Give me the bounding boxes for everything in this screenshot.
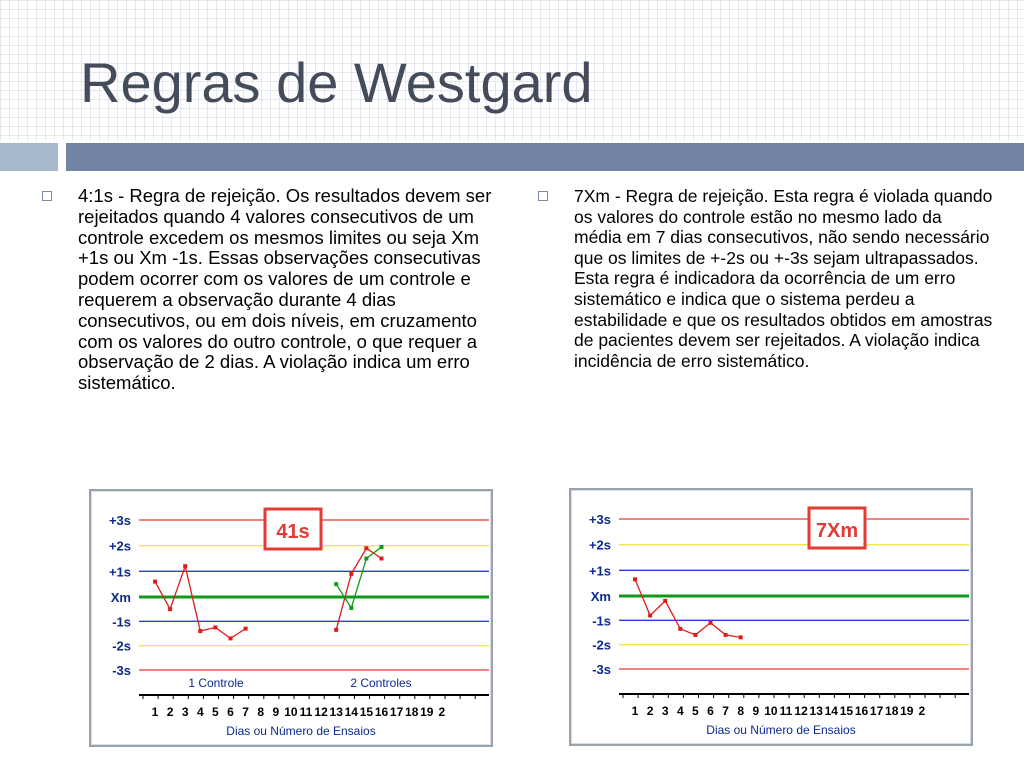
x-tick-label: 11 [779, 704, 793, 718]
data-point [380, 545, 384, 549]
left-column [42, 186, 512, 394]
x-tick-label: 1 [631, 704, 639, 718]
x-tick-label: 18 [885, 704, 899, 718]
chart-41s-svg [91, 491, 491, 745]
data-point [213, 625, 217, 629]
y-tick-label: -3s [112, 663, 131, 678]
x-tick-label: 17 [869, 704, 884, 718]
y-tick-label: +1s [588, 563, 611, 579]
right-column [538, 186, 993, 371]
x-tick-label: 2 [438, 705, 446, 719]
square-bullet-icon [538, 191, 548, 201]
y-tick-label: -1s [112, 614, 131, 630]
x-tick-label: 3 [661, 704, 669, 718]
data-point [739, 635, 743, 639]
data-point [244, 627, 248, 631]
data-point [198, 629, 202, 633]
series-green-line [336, 547, 381, 608]
x-tick-label: 12 [314, 705, 328, 719]
x-tick-label: 5 [692, 704, 699, 718]
data-point [693, 633, 697, 637]
annotation-1-controle: 1 Controle [188, 676, 244, 690]
x-tick-label: 14 [344, 705, 358, 719]
x-tick-label: 8 [737, 704, 745, 718]
data-point [724, 633, 728, 637]
chart-7xm [569, 488, 973, 746]
x-tick-label: 15 [359, 705, 374, 719]
rule-label-text: 41s [276, 521, 310, 543]
data-point [349, 606, 353, 610]
annotation-2-controles: 2 Controles [350, 676, 412, 690]
y-tick-label: +2s [588, 537, 611, 553]
y-tick-label: Xm [110, 590, 131, 605]
x-tick-label: 13 [809, 704, 823, 718]
data-point [380, 557, 384, 561]
x-tick-label: 16 [854, 704, 869, 718]
slide-title: Regras de Westgard [80, 51, 593, 114]
data-point [678, 627, 682, 631]
data-point [168, 607, 172, 611]
x-tick-label: 4 [196, 705, 204, 719]
data-point [709, 621, 713, 625]
x-tick-label: 12 [794, 704, 808, 718]
x-tick-label: 6 [707, 704, 714, 718]
series-red-line [155, 566, 246, 638]
series-red-line [336, 548, 381, 630]
data-point [183, 564, 187, 568]
x-tick-label: 13 [329, 705, 343, 719]
x-tick-label: 4 [676, 704, 684, 718]
data-point [153, 580, 157, 584]
y-tick-label: Xm [590, 589, 611, 604]
data-point [229, 636, 233, 640]
y-tick-label: -2s [592, 637, 611, 653]
x-tick-label: 17 [389, 705, 404, 719]
y-tick-label: +1s [108, 564, 131, 580]
x-tick-label: 19 [900, 704, 914, 718]
x-tick-label: 10 [284, 705, 298, 719]
series-red-line [635, 579, 741, 637]
x-tick-label: 6 [227, 705, 234, 719]
x-tick-label: 3 [181, 705, 189, 719]
chart-41s [89, 489, 493, 747]
y-tick-label: -1s [592, 613, 611, 629]
y-tick-label: +3s [588, 512, 611, 527]
data-point [663, 599, 667, 603]
data-point [648, 613, 652, 617]
header-accent-bar-right [66, 143, 1024, 171]
chart-7xm-svg [571, 490, 971, 744]
x-tick-label: 8 [257, 705, 265, 719]
data-point [334, 582, 338, 586]
y-tick-label: +2s [108, 538, 131, 554]
square-bullet-icon [42, 191, 52, 201]
x-tick-label: 2 [646, 704, 654, 718]
data-point [349, 572, 353, 576]
x-tick-label: 9 [272, 705, 280, 719]
x-tick-label: 1 [151, 705, 159, 719]
x-tick-label: 19 [420, 705, 434, 719]
header-accent-bar-left [0, 143, 58, 171]
x-tick-label: 14 [824, 704, 838, 718]
data-point [364, 557, 368, 561]
x-tick-label: 10 [764, 704, 778, 718]
x-tick-label: 7 [722, 704, 729, 718]
x-tick-label: 9 [752, 704, 760, 718]
data-point [364, 546, 368, 550]
x-tick-label: 7 [242, 705, 249, 719]
x-tick-label: 2 [166, 705, 174, 719]
y-tick-label: -2s [112, 638, 131, 654]
y-tick-label: +3s [108, 513, 131, 528]
y-tick-label: -3s [592, 662, 611, 677]
x-tick-label: 2 [918, 704, 926, 718]
data-point [334, 628, 338, 632]
x-tick-label: 15 [839, 704, 854, 718]
x-tick-label: 16 [374, 705, 389, 719]
x-tick-label: 11 [299, 705, 313, 719]
rule-41s-description: 4:1s - Regra de rejeição. Os resultados devem ser rejeitados quando 4 valores consecutivos de um controle excedem os mesmos limites ou seja Xm +1s ou Xm -1s. Essas observações consecutivas podem ocorrer com os valores de um controle e requerem a observação durante 4 dias consecutivos, ou em dois níveis, em cruzamento com os valores do outro controle, o que requer a observação de 2 dias. A violação indica um erro sistemático. [78, 185, 492, 394]
rule-7xm-description: 7Xm - Regra de rejeição. Esta regra é violada quando os valores do controle estão no mesmo lado da média em 7 dias consecutivos, não sendo necessário que os limites de +-2s ou +-3s sejam ultrapassados. Esta regra é indicadora da ocorrência de um erro sistemático e indica que o sistema perdeu a estabilidade e que os resultados obtidos em amostras de pacientes devem ser rejeitados. A violação indica incidência de erro sistemático. [574, 186, 993, 371]
x-tick-label: 5 [212, 705, 219, 719]
rule-label-text: 7Xm [815, 520, 859, 542]
x-tick-label: 18 [405, 705, 419, 719]
x-axis-label: Dias ou Número de Ensaios [706, 723, 856, 737]
data-point [633, 577, 637, 581]
x-axis-label: Dias ou Número de Ensaios [226, 724, 376, 738]
